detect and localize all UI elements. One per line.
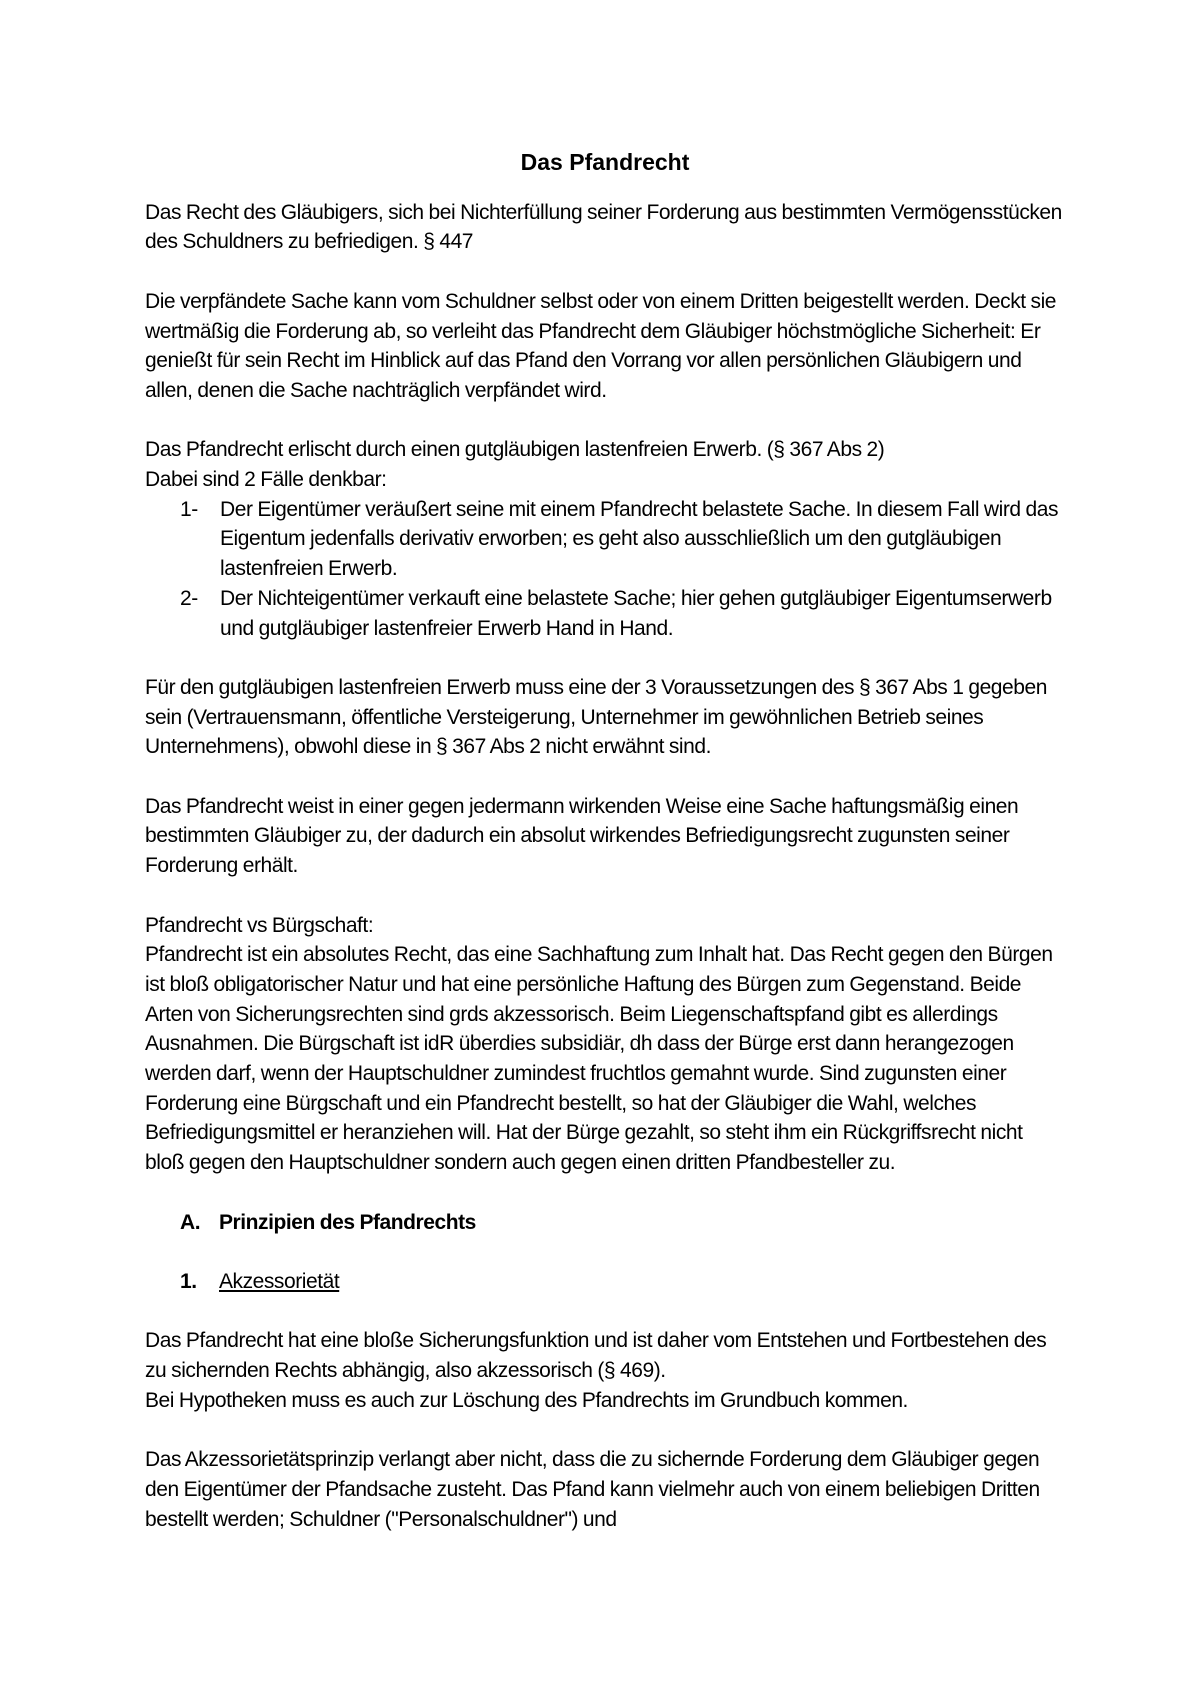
paragraph-verpfaendete-sache: Die verpfändete Sache kann vom Schuldner selbst oder von einem Dritten beigestellt werden. Deckt sie wertmäßig die Forderung ab, so verleiht das Pfandrecht dem Gläubiger höchstmögliche Sicherheit: Er genießt für sein Recht im Hinblick auf das Pfand den Vorrang vor allen persönlichen Gläubigern und allen, denen die Sache nachträglich verpfändet wird.: [145, 289, 1057, 402]
list-item-text: Der Eigentümer veräußert seine mit einem Pfandrecht belastete Sache. In diesem Fall wird das Eigentum jedenfalls derivativ erworben; es geht also ausschließlich um den gutgläubigen lastenfreien Erwerb.: [220, 497, 1059, 581]
document-title: Das Pfandrecht: [520, 149, 690, 175]
list-item: [145, 495, 1065, 584]
section-heading-1: [145, 1267, 1065, 1297]
section-marker: A.: [180, 1210, 201, 1234]
section-heading-a: [145, 1208, 1065, 1238]
list-item-text: Der Nichteigentümer verkauft eine belastete Sache; hier gehen gutgläubiger Eigentumserwerb und gutgläubiger lastenfreier Erwerb Hand in Hand.: [220, 586, 1052, 640]
paragraph-erloeschen: [145, 435, 1065, 494]
list-item: [145, 584, 1065, 643]
paragraph-absolut-wirkend: Das Pfandrecht weist in einer gegen jedermann wirkenden Weise eine Sache haftungsmäßig einen bestimmten Gläubiger zu, der dadurch ein absolut wirkendes Befriedigungsrecht zugunsten seiner Forderung erhält.: [145, 794, 1019, 878]
paragraph-definition: Das Recht des Gläubigers, sich bei Nichterfüllung seiner Forderung aus bestimmten Vermögensstücken des Schuldners zu befriedigen. § 447: [145, 200, 1062, 254]
document-body: [145, 148, 1065, 1564]
paragraph-faelle-intro: Dabei sind 2 Fälle denkbar:: [145, 468, 387, 491]
list-item-number: 2-: [180, 586, 198, 610]
section-marker: 1.: [180, 1269, 197, 1293]
section-label: Prinzipien des Pfandrechts: [219, 1210, 476, 1234]
paragraph-pfandrecht-vs-buergschaft: [145, 911, 1065, 1178]
paragraph-heading: Pfandrecht vs Bürgschaft:: [145, 913, 374, 937]
paragraph-line: Bei Hypotheken muss es auch zur Löschung des Pfandrechts im Grundbuch kommen.: [145, 1388, 908, 1412]
paragraph-akzessorietaetsprinzip: Das Akzessorietätsprinzip verlangt aber nicht, dass die zu sichernde Forderung dem Gläubiger gegen den Eigentümer der Pfandsache zusteht. Das Pfand kann vielmehr auch von einem beliebigen Dritten bestellt werden; Schuldner ("Personalschuldner") und: [145, 1448, 1040, 1531]
paragraph-akzessorietaet: [145, 1326, 1065, 1415]
paragraph-erloeschen-line: Das Pfandrecht erlischt durch einen gutgläubigen lastenfreien Erwerb. (§ 367 Abs 2): [145, 438, 885, 462]
paragraph-voraussetzungen: Für den gutgläubigen lastenfreien Erwerb muss eine der 3 Voraussetzungen des § 367 Abs 1 gegeben sein (Vertrauensmann, öffentliche Versteigerung, Unternehmer im gewöhnlichen Betrieb seines Unternehmens), obwohl diese in § 367 Abs 2 nicht erwähnt sind.: [145, 675, 1047, 759]
list-item-number: 1-: [180, 497, 198, 521]
paragraph-line: Das Pfandrecht hat eine bloße Sicherungsfunktion und ist daher vom Entstehen und Fortbestehen des zu sichernden Rechts abhängig, also akzessorisch (§ 469).: [145, 1329, 1047, 1382]
section-label: Akzessorietät: [219, 1269, 340, 1293]
cases-list: [145, 495, 1065, 644]
paragraph-body: Pfandrecht ist ein absolutes Recht, das eine Sachhaftung zum Inhalt hat. Das Recht gegen den Bürgen ist bloß obligatorischer Natur und hat eine persönliche Haftung des Bürgen zum Gegenstand. Beide Arten von Sicherungsrechten sind grds akzessorisch. Beim Liegenschaftspfand gibt es allerdings Ausnahmen. Die Bürgschaft ist idR überdies subsidiär, dh dass der Bürge erst dann herangezogen werden darf, wenn der Hauptschuldner zumindest fruchtlos gemahnt wurde. Sind zugunsten einer Forderung eine Bürgschaft und ein Pfandrecht bestellt, so hat der Gläubiger die Wahl, welches Befriedigungsmittel er heranziehen will. Hat der Bürge gezahlt, so steht ihm ein Rückgriffsrecht nicht bloß gegen den Hauptschuldner sondern auch gegen einen dritten Pfandbesteller zu.: [145, 943, 1053, 1175]
